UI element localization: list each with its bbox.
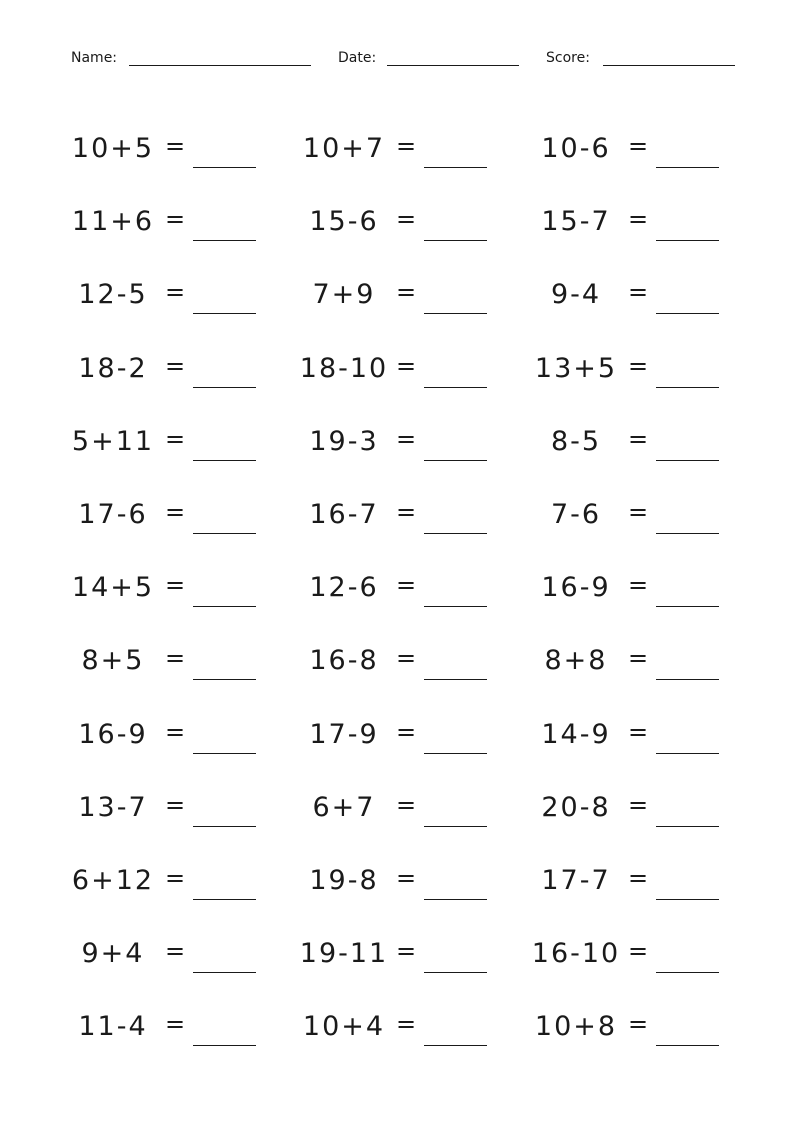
answer-blank[interactable] [193,1045,256,1046]
equals-sign: = [628,790,649,819]
answer-blank[interactable] [656,679,719,680]
problem-expression: 19-8 [309,865,379,896]
problem-row [0,554,794,627]
problem-expression: 10+4 [302,1011,386,1043]
answer-blank[interactable] [424,460,487,461]
problem-expression: 19-3 [309,425,379,457]
score-field[interactable] [603,65,735,66]
problem-row [0,774,794,847]
answer-blank[interactable] [424,1045,487,1046]
problem-row [0,701,794,774]
problem-row [0,993,794,1066]
equals-sign: = [628,498,649,526]
problem-expression: 16-7 [309,499,379,530]
answer-blank[interactable] [424,753,487,754]
answer-blank[interactable] [193,679,256,680]
answer-blank[interactable] [424,972,487,973]
equals-sign: = [165,717,186,746]
answer-blank[interactable] [193,972,256,973]
answer-blank[interactable] [193,240,256,241]
problem-expression: 8-5 [550,425,602,457]
problem-expression: 12-5 [78,279,148,311]
equals-sign: = [165,644,186,673]
answer-blank[interactable] [193,387,256,388]
problem-expression: 20-8 [541,791,611,823]
answer-blank[interactable] [656,167,719,168]
equals-sign: = [396,278,417,307]
equals-sign: = [628,351,649,380]
name-label: Name: [71,50,118,66]
problem-expression: 10+7 [302,133,386,164]
answer-blank[interactable] [656,899,719,900]
problem-row [0,335,794,408]
problem-row [0,188,794,261]
problem-row [0,920,794,993]
date-label: Date: [338,50,377,66]
equals-sign: = [396,864,417,892]
equals-sign: = [165,205,186,234]
problem-expression: 17-6 [78,499,148,530]
score-label: Score: [546,50,590,66]
equals-sign: = [396,717,417,746]
problem-expression: 16-9 [78,718,148,750]
answer-blank[interactable] [424,679,487,680]
answer-blank[interactable] [656,753,719,754]
problem-expression: 18-10 [299,352,389,384]
date-field[interactable] [387,65,519,66]
problem-expression: 9+4 [81,938,145,970]
answer-blank[interactable] [656,387,719,388]
answer-blank[interactable] [193,899,256,900]
problem-expression: 17-7 [541,865,611,896]
equals-sign: = [165,351,186,380]
answer-blank[interactable] [656,606,719,607]
problem-expression: 5+11 [71,425,155,457]
problem-row [0,261,794,334]
answer-blank[interactable] [424,533,487,534]
answer-blank[interactable] [656,826,719,827]
equals-sign: = [165,278,186,307]
equals-sign: = [628,571,649,600]
answer-blank[interactable] [193,167,256,168]
problem-expression: 6+7 [312,791,376,823]
problem-expression: 10+8 [534,1011,618,1043]
equals-sign: = [165,424,186,453]
problem-expression: 10+5 [71,133,155,164]
problem-expression: 15-6 [309,206,379,238]
problem-expression: 11-4 [78,1011,148,1043]
answer-blank[interactable] [193,826,256,827]
equals-sign: = [165,498,186,526]
answer-blank[interactable] [193,313,256,314]
answer-blank[interactable] [193,606,256,607]
equals-sign: = [396,1010,417,1039]
answer-blank[interactable] [656,460,719,461]
problem-expression: 13-7 [78,791,148,823]
name-field[interactable] [129,65,311,66]
answer-blank[interactable] [193,753,256,754]
answer-blank[interactable] [656,533,719,534]
equals-sign: = [628,937,649,966]
equals-sign: = [628,278,649,307]
answer-blank[interactable] [424,240,487,241]
problem-expression: 15-7 [541,206,611,238]
equals-sign: = [628,864,649,892]
problem-expression: 6+12 [71,865,155,896]
answer-blank[interactable] [656,313,719,314]
problem-expression: 16-9 [541,572,611,604]
answer-blank[interactable] [656,240,719,241]
answer-blank[interactable] [193,533,256,534]
problem-expression: 11+6 [71,206,155,238]
worksheet-header [0,48,794,72]
problem-expression: 14-9 [541,718,611,750]
answer-blank[interactable] [656,972,719,973]
problem-row [0,481,794,554]
equals-sign: = [628,424,649,453]
problem-expression: 12-6 [309,572,379,604]
answer-blank[interactable] [193,460,256,461]
equals-sign: = [628,205,649,234]
equals-sign: = [165,571,186,600]
problem-row [0,627,794,700]
problem-expression: 16-8 [309,645,379,677]
problem-expression: 16-10 [531,938,621,970]
equals-sign: = [396,205,417,234]
equals-sign: = [165,132,186,160]
equals-sign: = [165,937,186,966]
problem-expression: 19-11 [299,938,389,970]
problem-row [0,847,794,920]
problem-expression: 14+5 [71,572,155,604]
equals-sign: = [628,132,649,160]
problem-row [0,115,794,188]
answer-blank[interactable] [424,899,487,900]
equals-sign: = [396,351,417,380]
problem-expression: 17-9 [309,718,379,750]
answer-blank[interactable] [424,826,487,827]
problem-expression: 8+8 [544,645,608,677]
answer-blank[interactable] [424,387,487,388]
equals-sign: = [628,1010,649,1039]
problem-expression: 18-2 [78,352,148,384]
equals-sign: = [396,498,417,526]
equals-sign: = [396,790,417,819]
problem-expression: 9-4 [550,279,602,311]
equals-sign: = [165,790,186,819]
problem-expression: 13+5 [534,352,618,384]
equals-sign: = [396,424,417,453]
problem-expression: 7-6 [550,499,602,530]
answer-blank[interactable] [424,606,487,607]
equals-sign: = [165,1010,186,1039]
equals-sign: = [396,132,417,160]
equals-sign: = [628,717,649,746]
answer-blank[interactable] [424,313,487,314]
answer-blank[interactable] [424,167,487,168]
answer-blank[interactable] [656,1045,719,1046]
equals-sign: = [396,937,417,966]
problem-expression: 7+9 [312,279,376,311]
equals-sign: = [628,644,649,673]
problem-expression: 10-6 [541,133,611,164]
equals-sign: = [396,571,417,600]
problem-row [0,408,794,481]
equals-sign: = [396,644,417,673]
problem-expression: 8+5 [81,645,145,677]
equals-sign: = [165,864,186,892]
